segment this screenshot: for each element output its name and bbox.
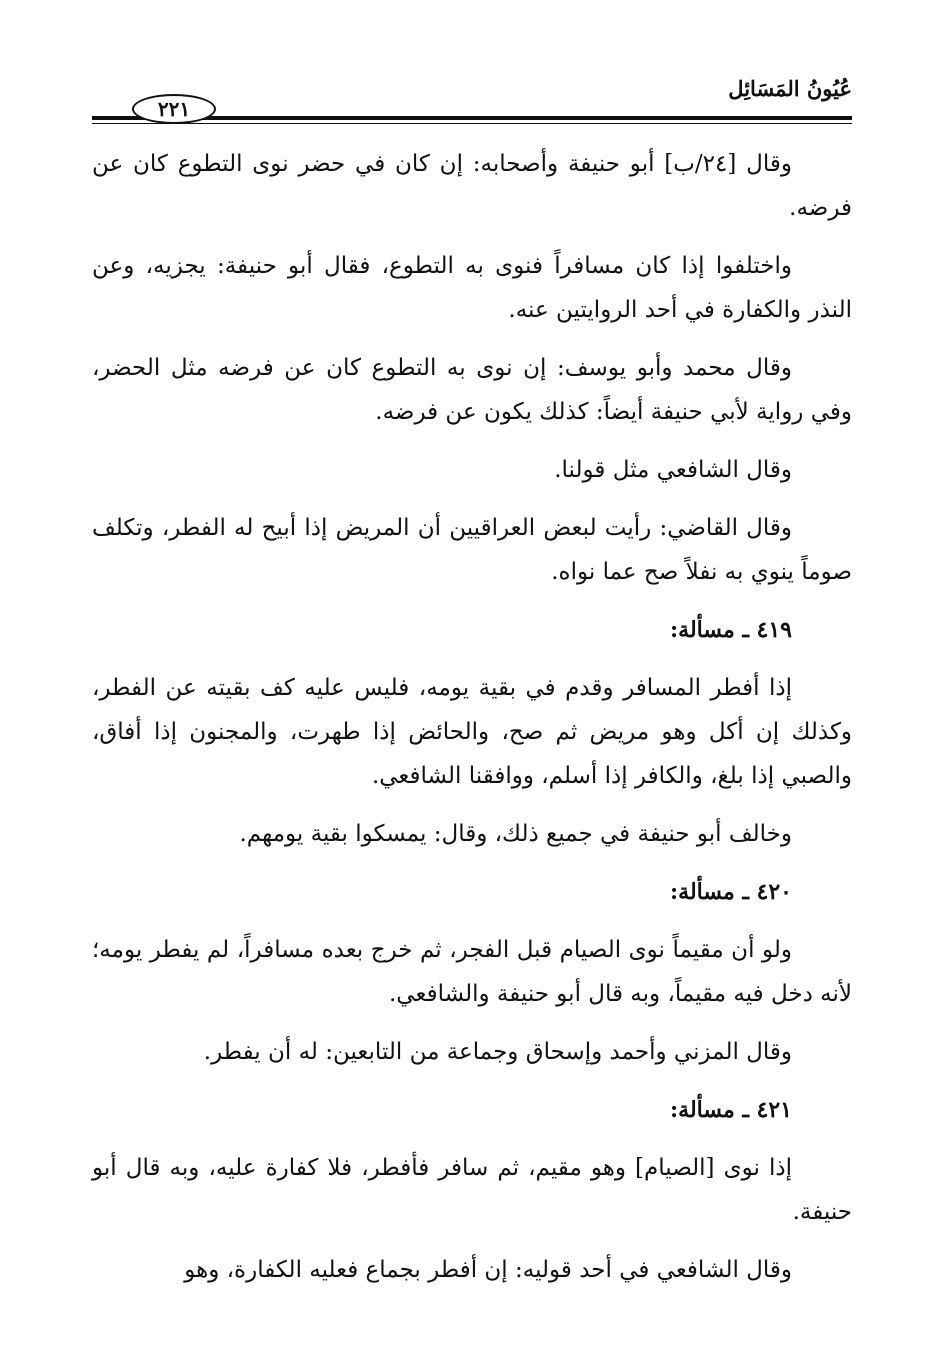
page-header: [92, 70, 852, 126]
paragraph: وقال [٢٤/ب] أبو حنيفة وأصحابه: إن كان في حضر نوى التطوع كان عن فرضه.: [92, 151, 852, 221]
issue-heading: ٤٢١ ـ مسألة:: [670, 1097, 792, 1123]
paragraph: وخالف أبو حنيفة في جميع ذلك، وقال: يمسكوا بقية يومهم.: [239, 821, 792, 847]
book-title: عُيُونُ المَسَائِل: [728, 76, 852, 101]
paragraph: واختلفوا إذا كان مسافراً فنوى به التطوع، فقال أبو حنيفة: يجزيه، وعن النذر والكفارة في أحد الروايتين عنه.: [92, 253, 852, 323]
paragraph: وقال محمد وأبو يوسف: إن نوى به التطوع كان عن فرضه مثل الحضر، وفي رواية لأبي حنيفة أيضاً: كذلك يكون عن فرضه.: [92, 355, 852, 425]
page-body: [92, 142, 852, 1306]
paragraph: وقال المزني وأحمد وإسحاق وجماعة من التابعين: له أن يفطر.: [203, 1039, 792, 1065]
paragraph: إذا أفطر المسافر وقدم في بقية يومه، فليس عليه كف بقيته عن الفطر، وكذلك إن أكل وهو مريض ثم صح، والحائض إذا طهرت، والمجنون إذا أفاق، والصبي إذا بلغ، والكافر إذا أسلم، ووافقنا الشافعي.: [92, 675, 852, 789]
paragraph: وقال الشافعي في أحد قوليه: إن أفطر بجماع فعليه الكفارة، وهو: [184, 1257, 792, 1283]
paragraph: إذا نوى [الصيام] وهو مقيم، ثم سافر فأفطر، فلا كفارة عليه، وبه قال أبو حنيفة.: [92, 1155, 852, 1225]
paragraph: ولو أن مقيماً نوى الصيام قبل الفجر، ثم خرج بعده مسافراً، لم يفطر يومه؛ لأنه دخل فيه مقيماً، وبه قال أبو حنيفة والشافعي.: [92, 937, 852, 1007]
header-rule-thin: [92, 123, 852, 124]
paragraph: وقال القاضي: رأيت لبعض العراقيين أن المريض إذا أبيح له الفطر، وتكلف صوماً ينوي به نفلاً صح عما نواه.: [92, 515, 852, 585]
issue-heading: ٤٢٠ ـ مسألة:: [670, 879, 792, 905]
page-number: ٢٢١: [157, 97, 191, 121]
page-number-badge: [132, 94, 216, 124]
paragraph: وقال الشافعي مثل قولنا.: [554, 457, 792, 483]
issue-heading: ٤١٩ ـ مسألة:: [670, 617, 792, 643]
